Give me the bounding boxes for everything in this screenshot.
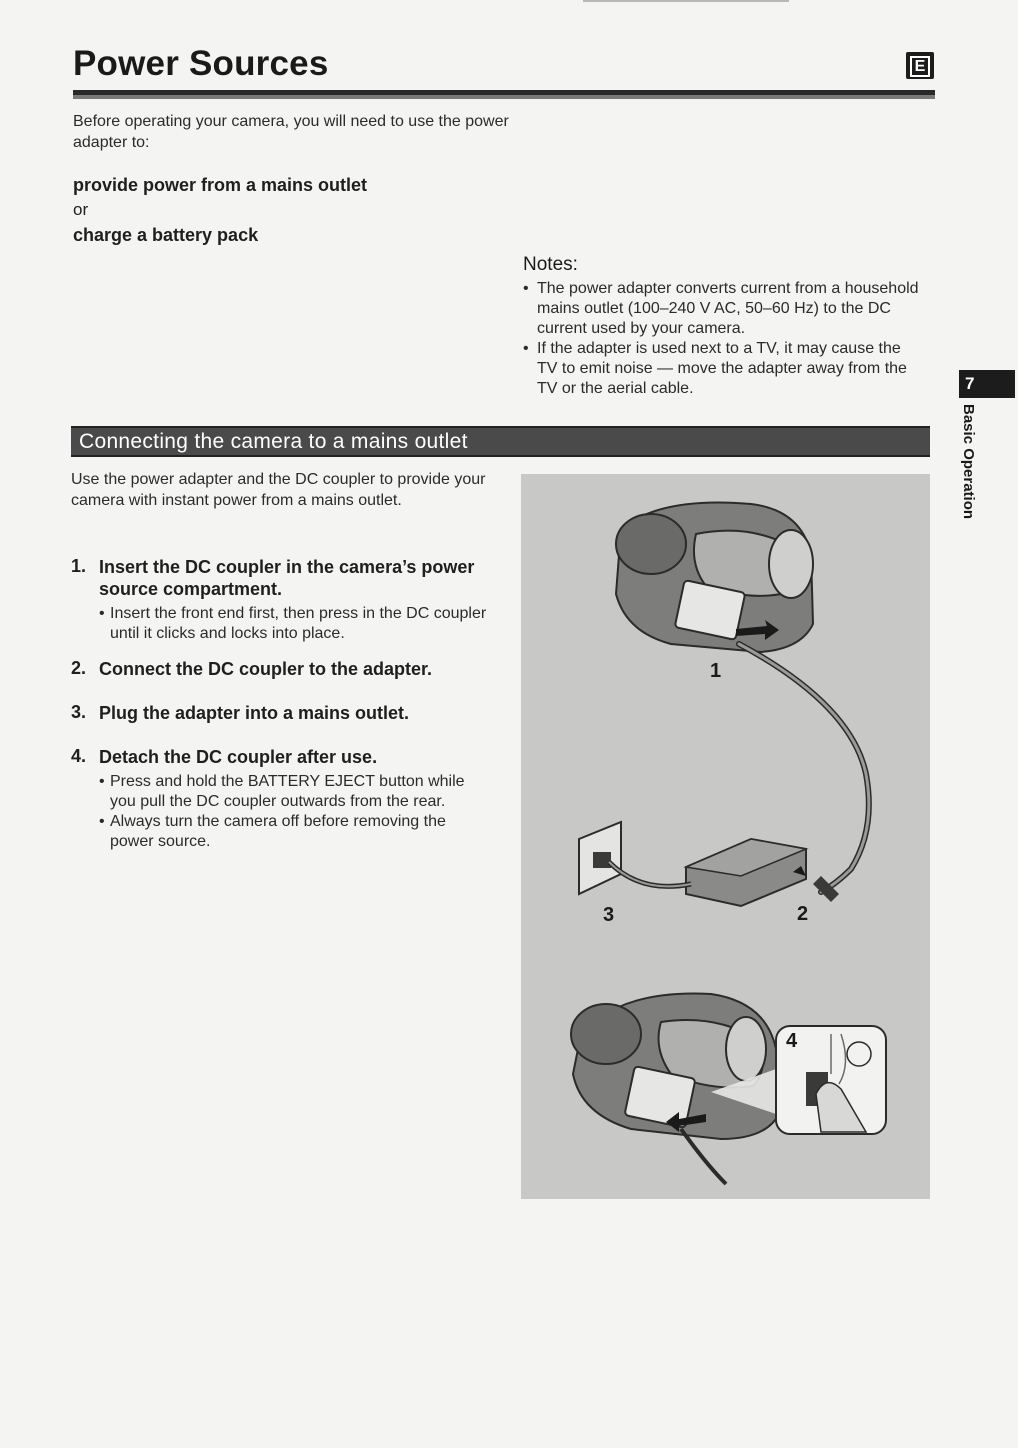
figure-label: 4 [786,1030,798,1052]
step-number: 3. [71,702,87,722]
figure-label: 1 [710,660,722,682]
step-item [71,556,491,644]
step-number: 4. [71,746,87,766]
notes-heading: Notes: [523,254,578,275]
note-item: • If the adapter is used next to a TV, it may cause the TV to emit noise — move the adapter away from the TV or the aerial cable. [523,339,923,399]
note-item: • The power adapter converts current from a household mains outlet (100–240 V AC, 50–60 Hz) to the DC current used by your camera. [523,279,923,339]
step-number: 2. [71,658,87,678]
purpose-or: or [73,200,89,219]
notes-list [523,279,923,399]
notes-box [523,254,923,399]
step-item [71,702,491,724]
steps-list [71,556,491,852]
section-intro: Use the power adapter and the DC coupler to provide your camera with instant power from a mains outlet. [71,471,486,509]
wall-outlet-icon [579,822,691,894]
step-number: 1. [71,556,87,576]
figure-label: 3 [603,904,615,926]
step-bullets [99,604,491,644]
step-title: Plug the adapter into a mains outlet. [99,703,410,723]
step-bullet: • Press and hold the BATTERY EJECT button while you pull the DC coupler outwards from the rear. [99,772,491,812]
step-bullets [99,772,491,852]
section-heading: Connecting the camera to a mains outlet [79,430,468,453]
camcorder-icon [616,502,813,652]
step-bullet: • Always turn the camera off before removing the power source. [99,812,491,852]
chapter-tab-label: Basic Operation [960,404,977,520]
camcorder-detach-icon [571,994,779,1185]
section-heading-bar [71,426,930,457]
step-title: Detach the DC coupler after use. [99,747,378,767]
step-title: Insert the DC coupler in the camera’s power source compartment. [99,557,475,599]
chapter-tab-number: 7 [959,370,1015,398]
step-bullet: • Insert the front end first, then press in the DC coupler until it clicks and locks into place. [99,604,491,644]
top-rule [583,0,789,2]
intro-text: Before operating your camera, you will need to use the power adapter to: [73,113,509,151]
language-badge-letter: E [910,56,931,77]
step-item [71,658,491,680]
connection-illustration [521,474,930,1199]
page-title: Power Sources [73,44,329,83]
purpose-mains: provide power from a mains outlet [73,175,368,195]
purpose-charge: charge a battery pack [73,225,259,245]
title-rule [73,90,935,99]
step-title: Connect the DC coupler to the adapter. [99,659,433,679]
illustration-drawing [521,474,930,1199]
power-adapter-icon [686,839,839,906]
step-item [71,746,491,852]
figure-label: 2 [797,903,809,925]
language-badge [906,52,934,79]
